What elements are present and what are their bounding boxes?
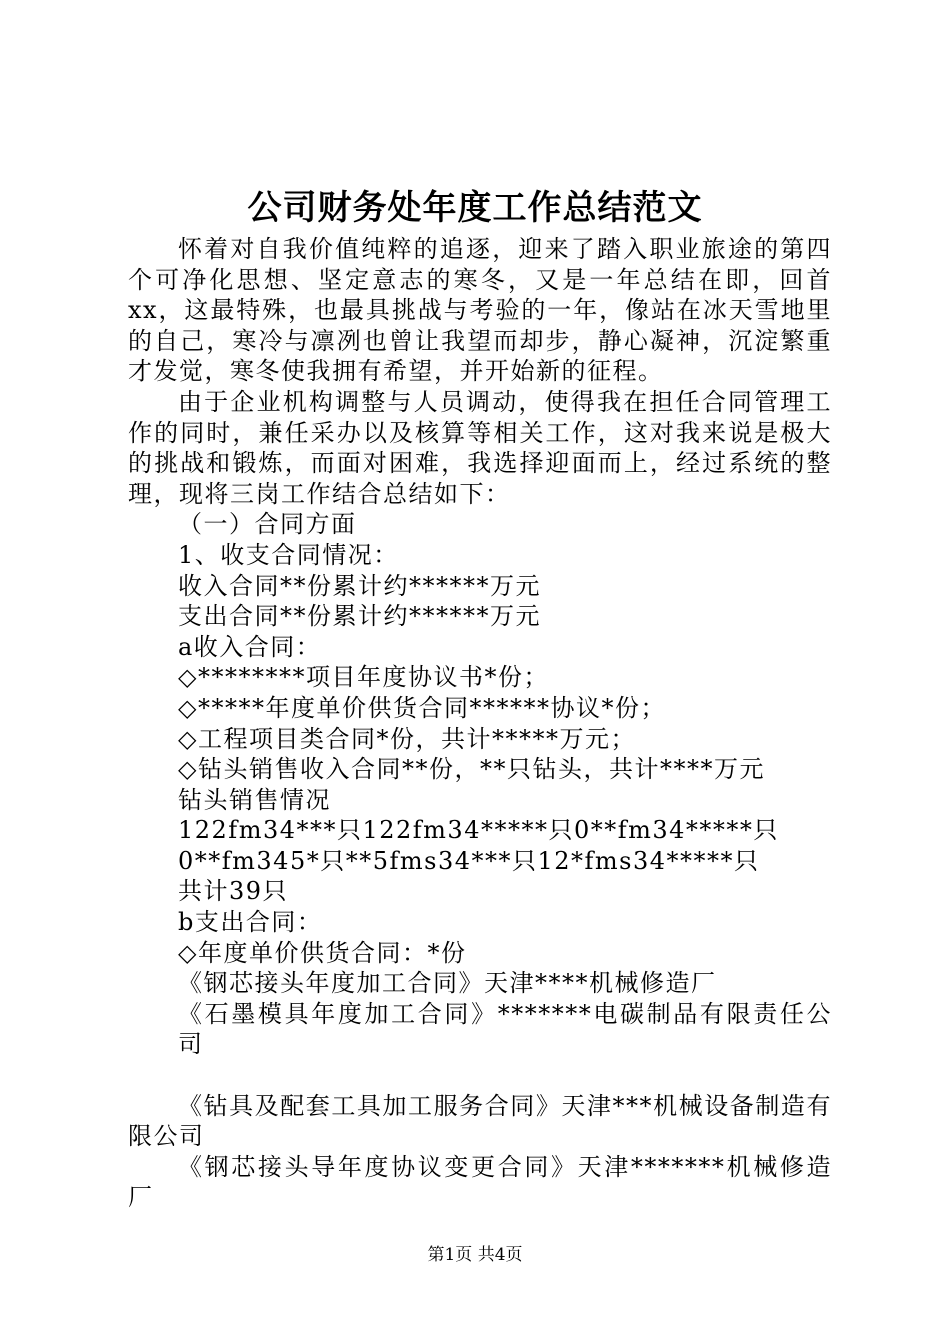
body-line: 收入合同**份累计约******万元 (178, 571, 541, 600)
page-footer: 第1页 共4页 (427, 1245, 523, 1265)
body-line: 钻头销售情况 (178, 785, 331, 814)
subsection-heading: 1、收支合同情况： (178, 540, 399, 569)
document-body (128, 234, 832, 1213)
body-line: 共计39只 (178, 877, 289, 906)
section-heading: （一）合同方面 (178, 510, 357, 539)
document-title: 公司财务处年度工作总结范文 (247, 188, 703, 228)
body-line: 0**fm345*只**5fms34***只12*fms34*****只 (178, 846, 760, 875)
contract-paragraph: 《钻具及配套工具加工服务合同》天津***机械设备制造有限公司 (128, 1091, 832, 1151)
body-paragraph: 怀着对自我价值纯粹的追逐，迎来了踏入职业旅途的第四个可净化思想、坚定意志的寒冬，又是一年总结在即，回首xx，这最特殊，也最具挑战与考验的一年，像站在冰天雪地里的自己，寒冷与凛冽也曾让我望而却步，静心凝神，沉淀繁重才发觉，寒冬使我拥有希望，并开始新的征程。 (128, 235, 832, 386)
body-line: 支出合同**份累计约******万元 (178, 602, 541, 631)
blank-line (128, 1060, 832, 1091)
contract-paragraph: 《钢芯接头导年度协议变更合同》天津*******机械修造厂 (128, 1152, 832, 1212)
list-item: ◇钻头销售收入合同**份，**只钻头，共计****万元 (178, 755, 765, 784)
contract-line: 《钢芯接头年度加工合同》天津****机械修造厂 (178, 969, 717, 998)
contract-line: 《石墨模具年度加工合同》*******电碳制品有限责任公司 (178, 999, 832, 1059)
list-item: ◇年度单价供货合同：*份 (178, 938, 467, 967)
list-item: ◇*****年度单价供货合同******协议*份； (178, 693, 666, 722)
body-paragraph: 由于企业机构调整与人员调动，使得我在担任合同管理工作的同时，兼任采办以及核算等相关工作，这对我来说是极大的挑战和锻炼，而面对困难，我选择迎面而上，经过系统的整理，现将三岗工作结合总结如下： (128, 387, 832, 508)
body-line: a收入合同： (178, 632, 322, 661)
body-line: 122fm34***只122fm34*****只0**fm34*****只 (178, 816, 779, 845)
list-item: ◇工程项目类合同*份，共计*****万元； (178, 724, 636, 753)
body-line: b支出合同： (178, 908, 323, 937)
list-item: ◇********项目年度协议书*份； (178, 663, 549, 692)
